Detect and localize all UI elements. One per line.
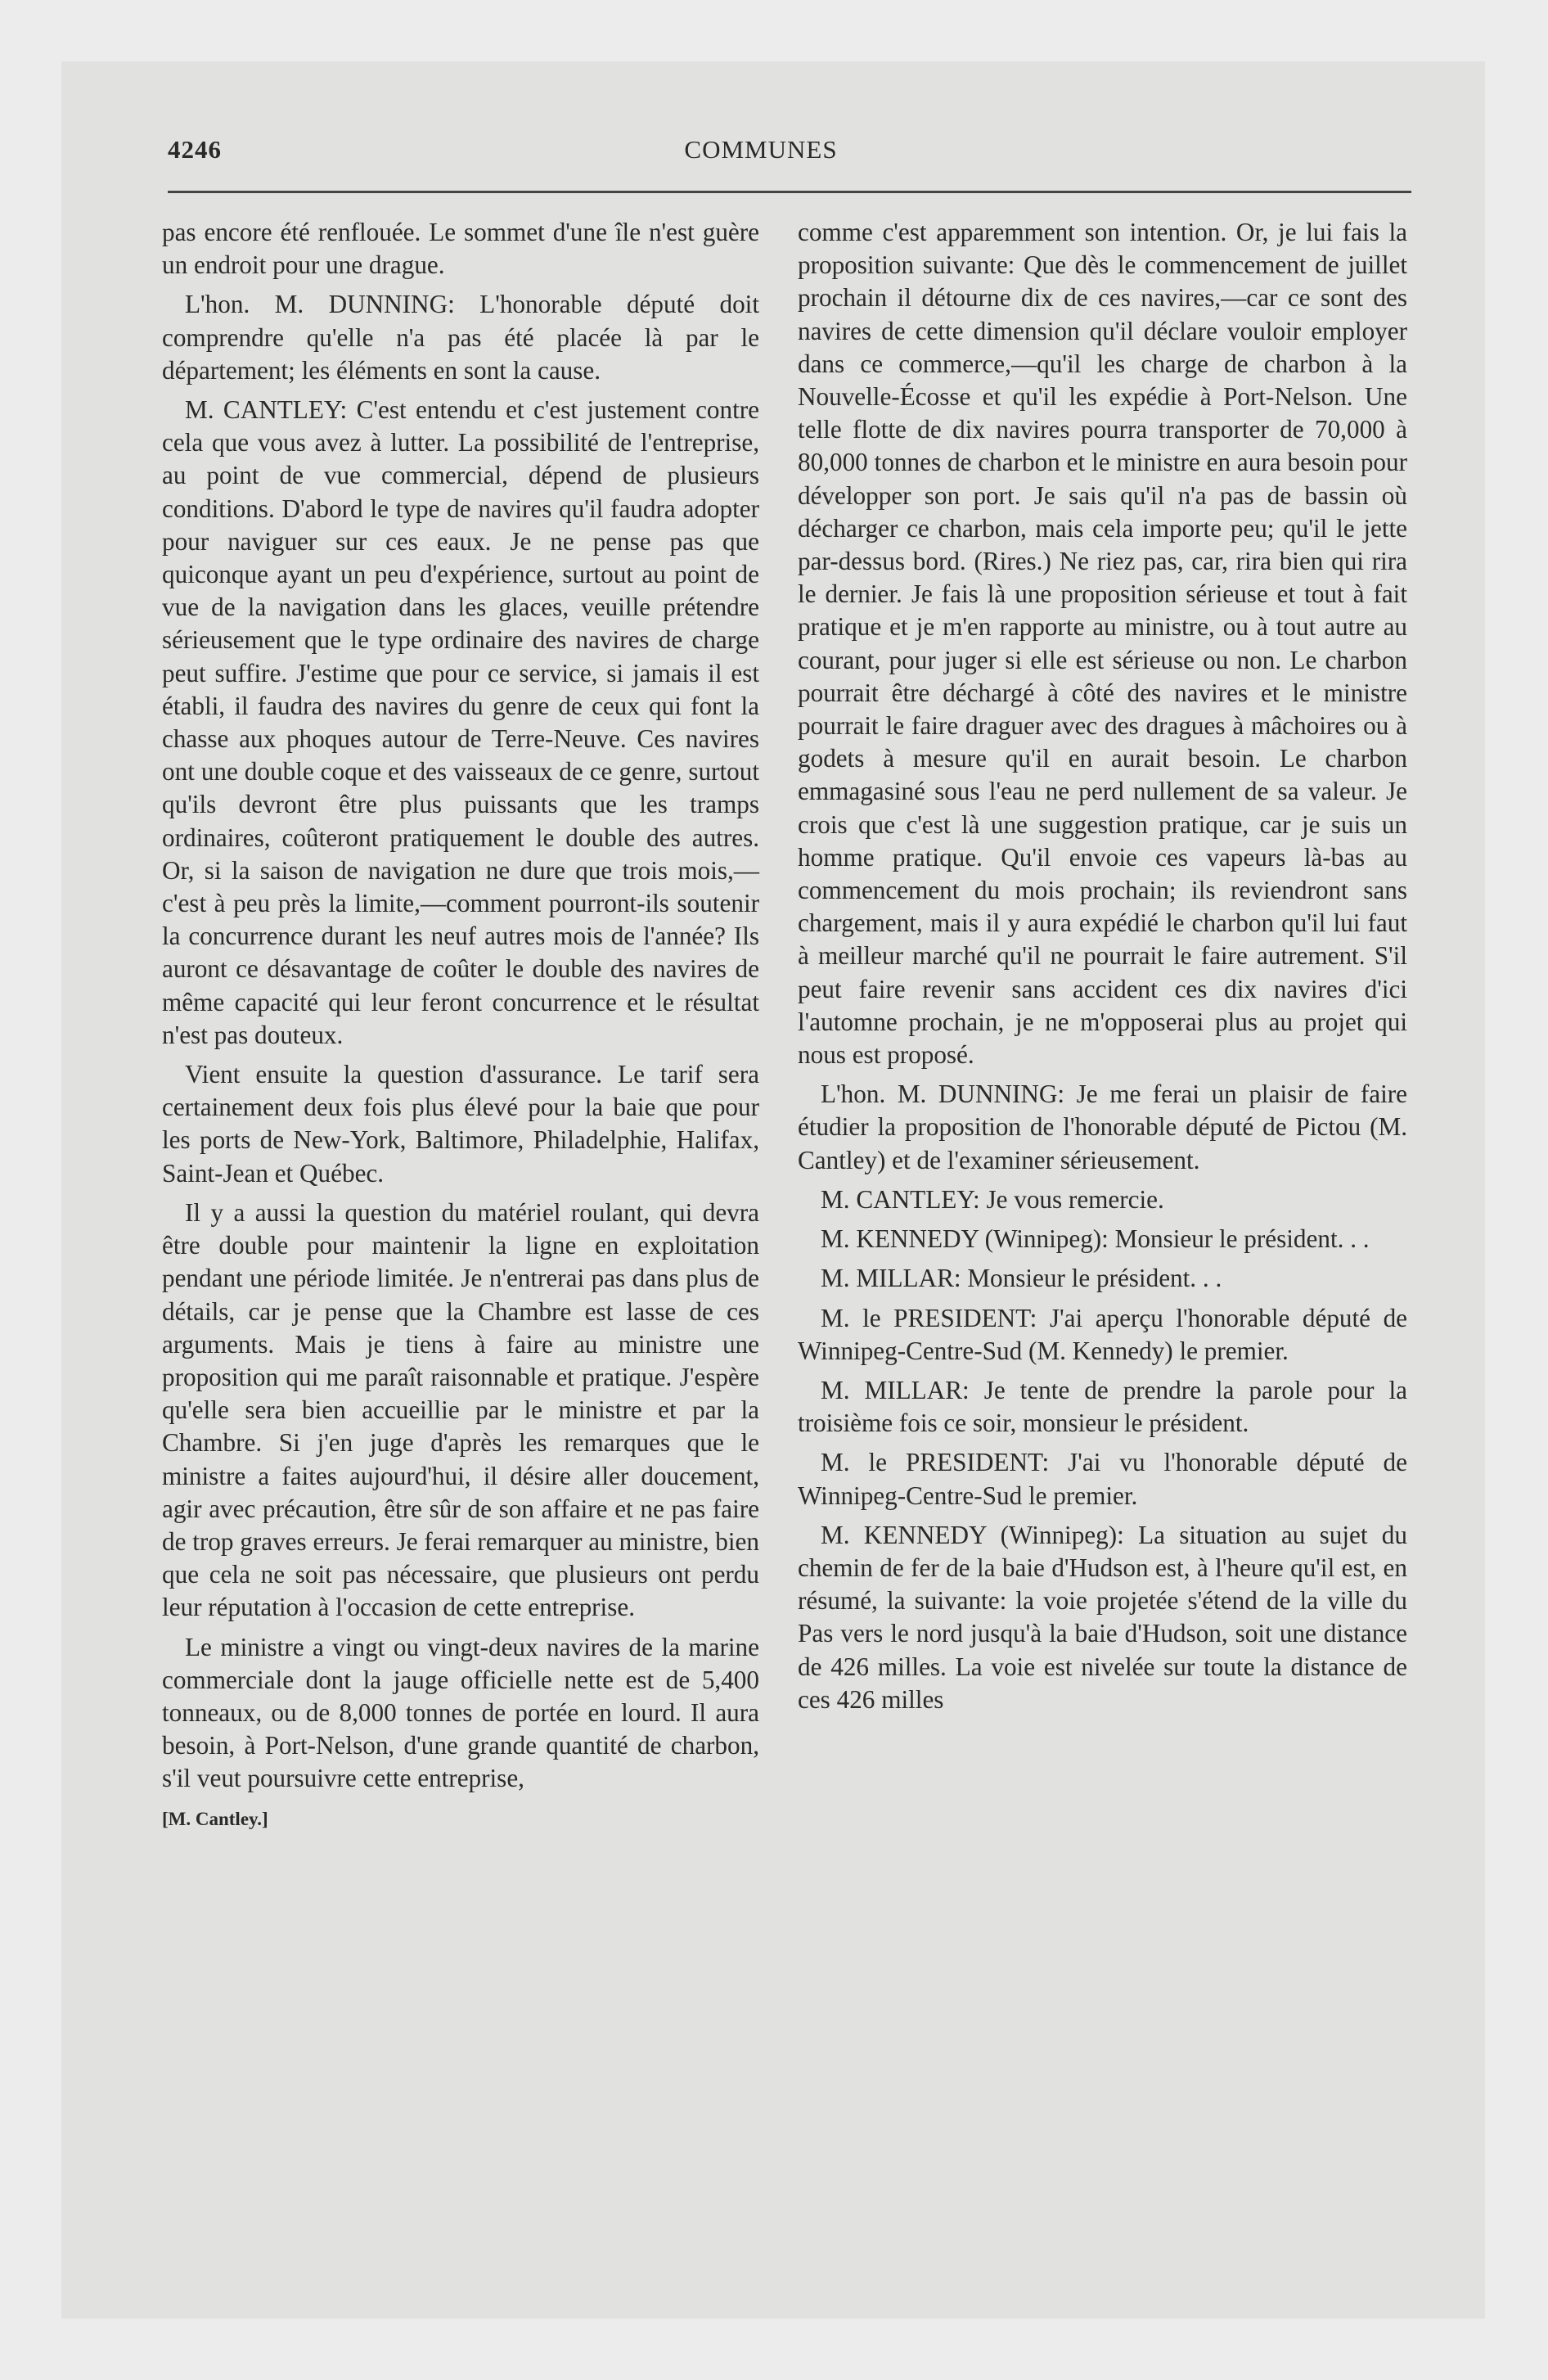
paragraph: M. KENNEDY (Winnipeg): Monsieur le président. . . [821, 1224, 1370, 1254]
paragraph: L'hon. M. DUNNING: L'honorable député doit comprendre qu'elle n'a pas été placée là par le département; les éléments en sont la cause. [162, 290, 759, 385]
paragraph: L'hon. M. DUNNING: Je me ferai un plaisir de faire étudier la proposition de l'honorable député de Pictou (M. Cantley) et de l'examiner sérieusement. [798, 1080, 1407, 1174]
paragraph: pas encore été renflouée. Le sommet d'une île n'est guère un endroit pour une drague. [162, 218, 759, 280]
paragraph: comme c'est apparemment son intention. Or, je lui fais la proposition suivante: Que dès le commencement de juillet prochain il détourne dix de ces navires,—car ce sont des navires de cette dimension qu'il déclare vouloir employer dans ce commerce,—qu'il les charge de charbon à la Nouvelle-Écosse et qu'il les expédie à Port-Nelson. Une telle flotte de dix navires pourra transporter de 70,000 à 80,000 tonnes de charbon et le ministre en aura besoin pour développer son port. Je sais qu'il n'a pas de bassin où décharger ce charbon, mais cela importe peu; qu'il le jette par-dessus bord. (Rires.) Ne riez pas, car, rira bien qui rira le dernier. Je fais là une proposition sérieuse et tout à fait pratique et je m'en rapporte au ministre, ou à tout autre au courant, pour juger si elle est sérieuse ou non. Le charbon pourrait être déchargé à côté des navires et le ministre pourrait le faire draguer avec des dragues à mâchoires ou à godets à mesure qu'il en aurait besoin. Le charbon emmagasiné sous l'eau ne perd nullement de sa valeur. Je crois que c'est là une suggestion pratique, car je suis un homme pratique. Qu'il envoie ces vapeurs là-bas au commencement du mois prochain; ils reviendront sans chargement, mais il y aura expédié le charbon qu'il lui faut à meilleur marché qu'il ne pourrait le faire autrement. S'il peut faire revenir sans accident ces dix navires d'ici l'automne prochain, je ne m'opposerai plus au projet qui nous est proposé. [798, 218, 1407, 1070]
page-number: 4246 [168, 135, 222, 164]
page-header [106, 135, 1415, 176]
right-column [798, 216, 1407, 1723]
paragraph: M. le PRESIDENT: J'ai vu l'honorable député de Winnipeg-Centre-Sud le premier. [798, 1448, 1407, 1510]
header-rule [168, 191, 1411, 193]
paragraph: M. CANTLEY: Je vous remercie. [821, 1184, 1164, 1214]
paragraph: M. CANTLEY: C'est entendu et c'est justement contre cela que vous avez à lutter. La possibilité de l'entreprise, au point de vue commercial, dépend de plusieurs conditions. D'abord le type de navires qu'il faudra adopter pour naviguer sur ces eaux. Je ne pense pas que quiconque ayant un peu d'expérience, surtout au point de vue de la navigation dans les glaces, veuille prétendre sérieusement que le type ordinaire des navires de charge peut suffire. J'estime que pour ce service, si jamais il est établi, il faudra des navires du genre de ceux qui font la chasse aux phoques autour de Terre-Neuve. Ces navires ont une double coque et des vaisseaux de ce genre, surtout qu'ils devront être plus puissants que les tramps ordinaires, coûteront pratiquement le double des autres. Or, si la saison de navigation ne dure que trois mois,—c'est à peu près la limite,—comment pourront-ils soutenir la concurrence durant les neuf autres mois de l'année? Ils auront ce désavantage de coûter le double des navires de même capacité qui leur feront concurrence et le résultat n'est pas douteux. [162, 395, 759, 1049]
paragraph: M. MILLAR: Je tente de prendre la parole pour la troisième fois ce soir, monsieur le président. [798, 1375, 1407, 1438]
paragraph: M. MILLAR: Monsieur le président. . . [821, 1264, 1222, 1293]
paragraph: Il y a aussi la question du matériel roulant, qui devra être double pour maintenir la ligne en exploitation pendant une période limitée. Je n'entrerai pas dans plus de détails, car je pense que la Chambre est lasse de ces arguments. Mais je tiens à faire au ministre une proposition qui me paraît raisonnable et pratique. J'espère qu'elle sera bien accueillie par le ministre et par la Chambre. Si j'en juge d'après les remarques que le ministre a faites aujourd'hui, il désire aller doucement, agir avec précaution, être sûr de son affaire et ne pas faire de trop graves erreurs. Je ferai remarquer au ministre, bien que cela ne soit pas nécessaire, que plusieurs ont perdu leur réputation à l'occasion de cette entreprise. [162, 1197, 759, 1622]
paragraph: M. le PRESIDENT: J'ai aperçu l'honorable député de Winnipeg-Centre-Sud (M. Kennedy) le premier. [798, 1303, 1407, 1365]
paragraph: M. KENNEDY (Winnipeg): La situation au sujet du chemin de fer de la baie d'Hudson est, à l'heure qu'il est, en résumé, la suivante: la voie projetée s'étend de la ville du Pas vers le nord jusqu'à la baie d'Hudson, soit une distance de 426 milles. La voie est nivelée sur toute la distance de ces 426 milles [798, 1520, 1407, 1714]
paragraph: Le ministre a vingt ou vingt-deux navires de la marine commerciale dont la jauge officielle nette est de 5,400 tonneaux, ou de 8,000 tonnes de portée en lourd. Il aura besoin, à Port-Nelson, d'une grande quantité de charbon, s'il veut poursuivre cette entreprise, [162, 1632, 759, 1793]
left-column [162, 216, 759, 1838]
paragraph: Vient ensuite la question d'assurance. Le tarif sera certainement deux fois plus élevé pour la baie que pour les ports de New-York, Baltimore, Philadelphie, Halifax, Saint-Jean et Québec. [162, 1060, 759, 1188]
running-title: COMMUNES [684, 135, 838, 164]
speaker-footer: [M. Cantley.] [162, 1808, 268, 1829]
